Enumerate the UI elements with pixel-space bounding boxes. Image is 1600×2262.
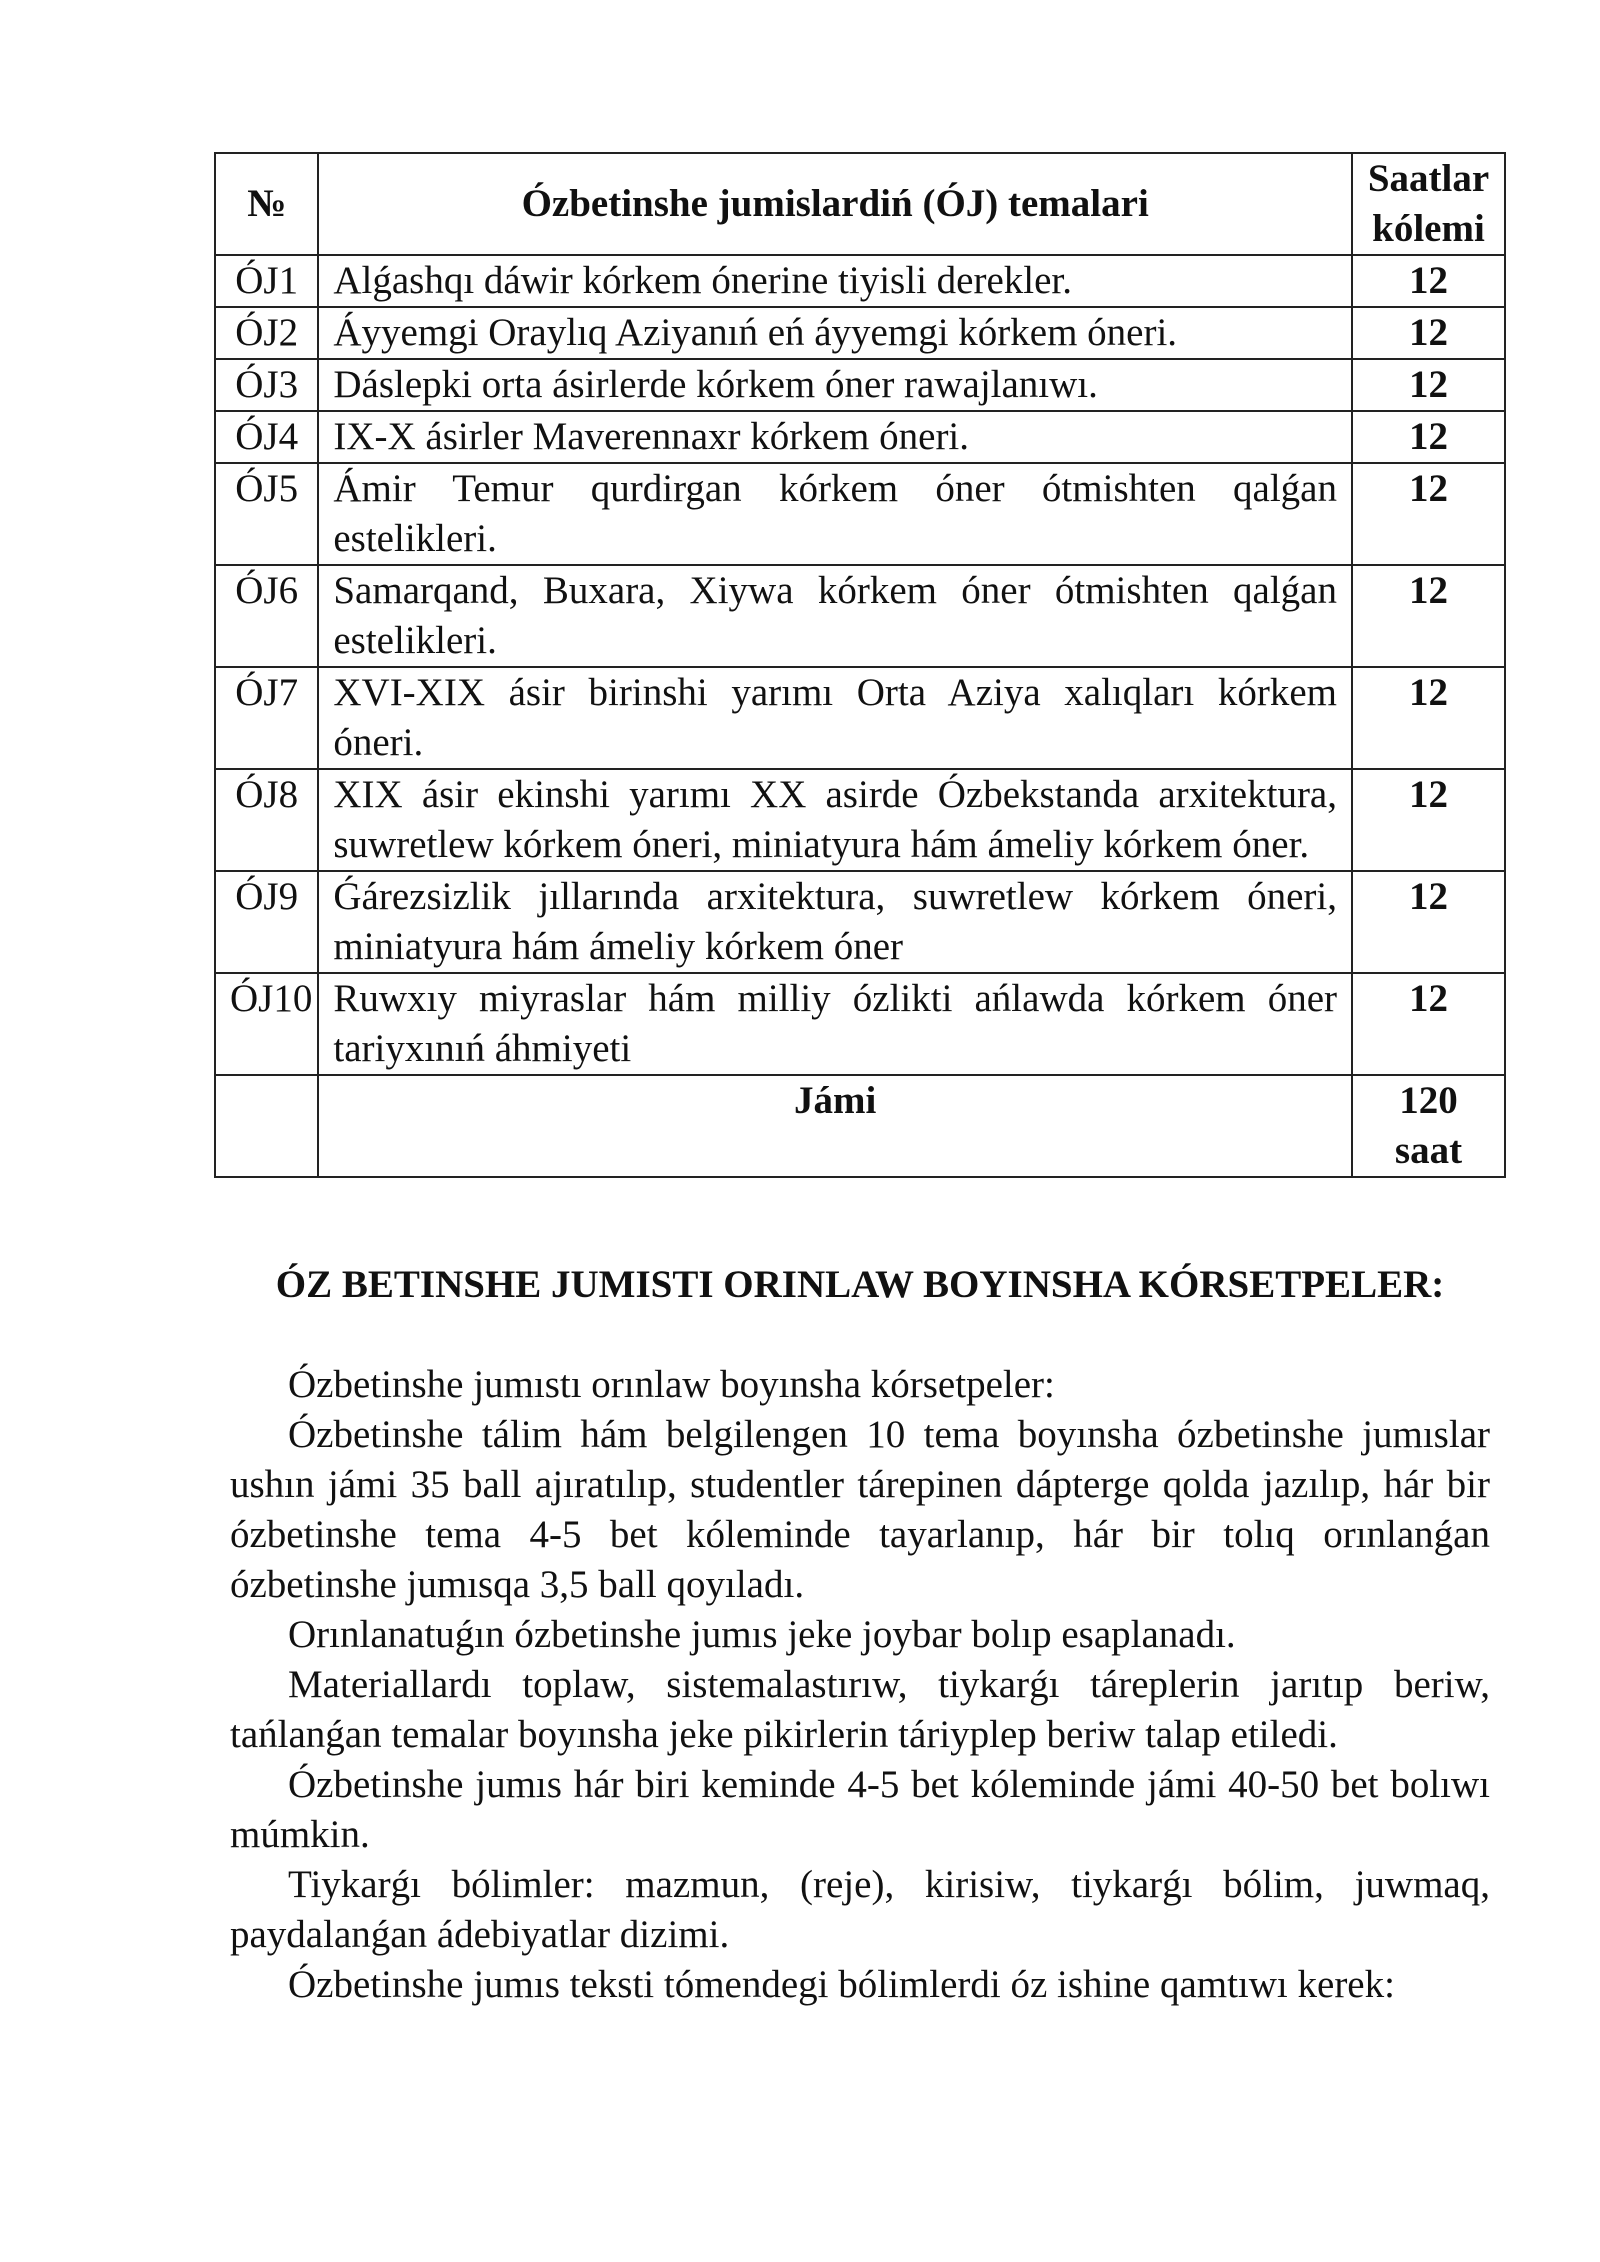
section-heading: ÓZ BETINSHE JUMISTI ORINLAW BOYINSHA KÓRSETPELER: [275,1263,1445,1306]
table-row [215,359,1505,411]
paragraph: Ózbetinshe jumıstı orınlaw boyınsha kórsetpeler: [288,1363,1055,1406]
table-row [215,667,1505,769]
paragraph: Tiykarǵı bólimler: mazmun, (reje), kirisiw, tiykarǵı bólim, juwmaq, paydalanǵan ádebiyatlar dizimi. [230,1863,1490,1956]
row-topic: Dáslepki orta ásirlerde kórkem óner rawajlanıwı. [318,359,1352,411]
row-topic: IX-X ásirler Maverennaxr kórkem óneri. [318,411,1352,463]
row-number: ÓJ6 [215,565,318,667]
row-hours: 12 [1352,667,1505,769]
row-topic: Ǵárezsizlik jıllarında arxitektura, suwretlew kórkem óneri, miniatyura hám ámeliy kórkem óner [318,871,1352,973]
row-number: ÓJ8 [215,769,318,871]
table-row [215,463,1505,565]
total-hours: 120 saat [1352,1075,1505,1177]
row-number: ÓJ2 [215,307,318,359]
row-hours: 12 [1352,463,1505,565]
total-row [215,1075,1505,1177]
row-hours: 12 [1352,359,1505,411]
row-number: ÓJ1 [215,255,318,307]
table-header-row [215,153,1505,255]
table-row [215,411,1505,463]
paragraph: Materiallardı toplaw, sistemalastırıw, tiykarǵı tárеplerin jarıtıp beriw, tańlanǵan temalar boyınsha jeke pikirlerin táriyplep beriw talap etiledi. [230,1663,1490,1756]
row-hours: 12 [1352,307,1505,359]
row-number: ÓJ10 [215,973,318,1075]
table-row [215,973,1505,1075]
instructions-body [230,1360,1490,2010]
row-number: ÓJ7 [215,667,318,769]
total-label: Jámi [318,1075,1352,1177]
total-row-number-cell [215,1075,318,1177]
row-number: ÓJ9 [215,871,318,973]
table-row [215,307,1505,359]
table-row [215,255,1505,307]
topic-column-header: Ózbetinshe jumislardiń (ÓJ) temalari [318,153,1352,255]
row-number: ÓJ4 [215,411,318,463]
row-topic: Ruwxıy miyraslar hám milliy ózlikti ańlawda kórkem óner tariyxınıń áhmiyeti [318,973,1352,1075]
topics-table [214,152,1506,1178]
number-column-header: № [215,153,318,255]
row-topic: Samarqand, Buxara, Xiywa kórkem óner ótmishten qalǵan estelikleri. [318,565,1352,667]
table-row [215,769,1505,871]
row-topic: XIX ásir ekinshi yarımı XX asirde Ózbekstanda arxitektura, suwretlew kórkem óneri, miniatyura hám ámeliy kórkem óner. [318,769,1352,871]
row-topic: Áyyemgi Oraylıq Aziyanıń eń áyyemgi kórkem óneri. [318,307,1352,359]
row-topic: Alǵashqı dáwir kórkem ónerine tiyisli derekler. [318,255,1352,307]
hours-column-header: Saatlar kólemi [1352,153,1505,255]
row-number: ÓJ3 [215,359,318,411]
row-number: ÓJ5 [215,463,318,565]
paragraph: Ózbetinshe tálim hám belgilengen 10 tema boyınsha ózbetinshe jumıslar ushın jámi 35 ball ajıratılıp, studentler tárepinen dápterge qolda jazılıp, hár bir ózbetinshe tema 4-5 bet kóleminde tayarlanıp, hár bir tolıq orınlanǵan ózbetinshe jumısqa 3,5 ball qoyıladı. [230,1413,1490,1606]
paragraph: Ózbetinshe jumıs teksti tómendegi bólimlerdi óz ishine qamtıwı kerek: [288,1963,1395,2006]
row-hours: 12 [1352,411,1505,463]
row-hours: 12 [1352,769,1505,871]
paragraph: Ózbetinshe jumıs hár biri keminde 4-5 bet kóleminde jámi 40-50 bet bolıwı múmkin. [230,1763,1490,1856]
row-hours: 12 [1352,255,1505,307]
paragraph: Orınlanatuǵın ózbetinshe jumıs jeke joybar bolıp esaplanadı. [288,1613,1236,1656]
row-topic: Ámir Temur qurdirgan kórkem óner ótmishten qalǵan estelikleri. [318,463,1352,565]
table-row [215,565,1505,667]
row-hours: 12 [1352,973,1505,1075]
table-row [215,871,1505,973]
row-hours: 12 [1352,565,1505,667]
row-topic: XVI-XIX ásir birinshi yarımı Orta Aziya xalıqları kórkem óneri. [318,667,1352,769]
row-hours: 12 [1352,871,1505,973]
